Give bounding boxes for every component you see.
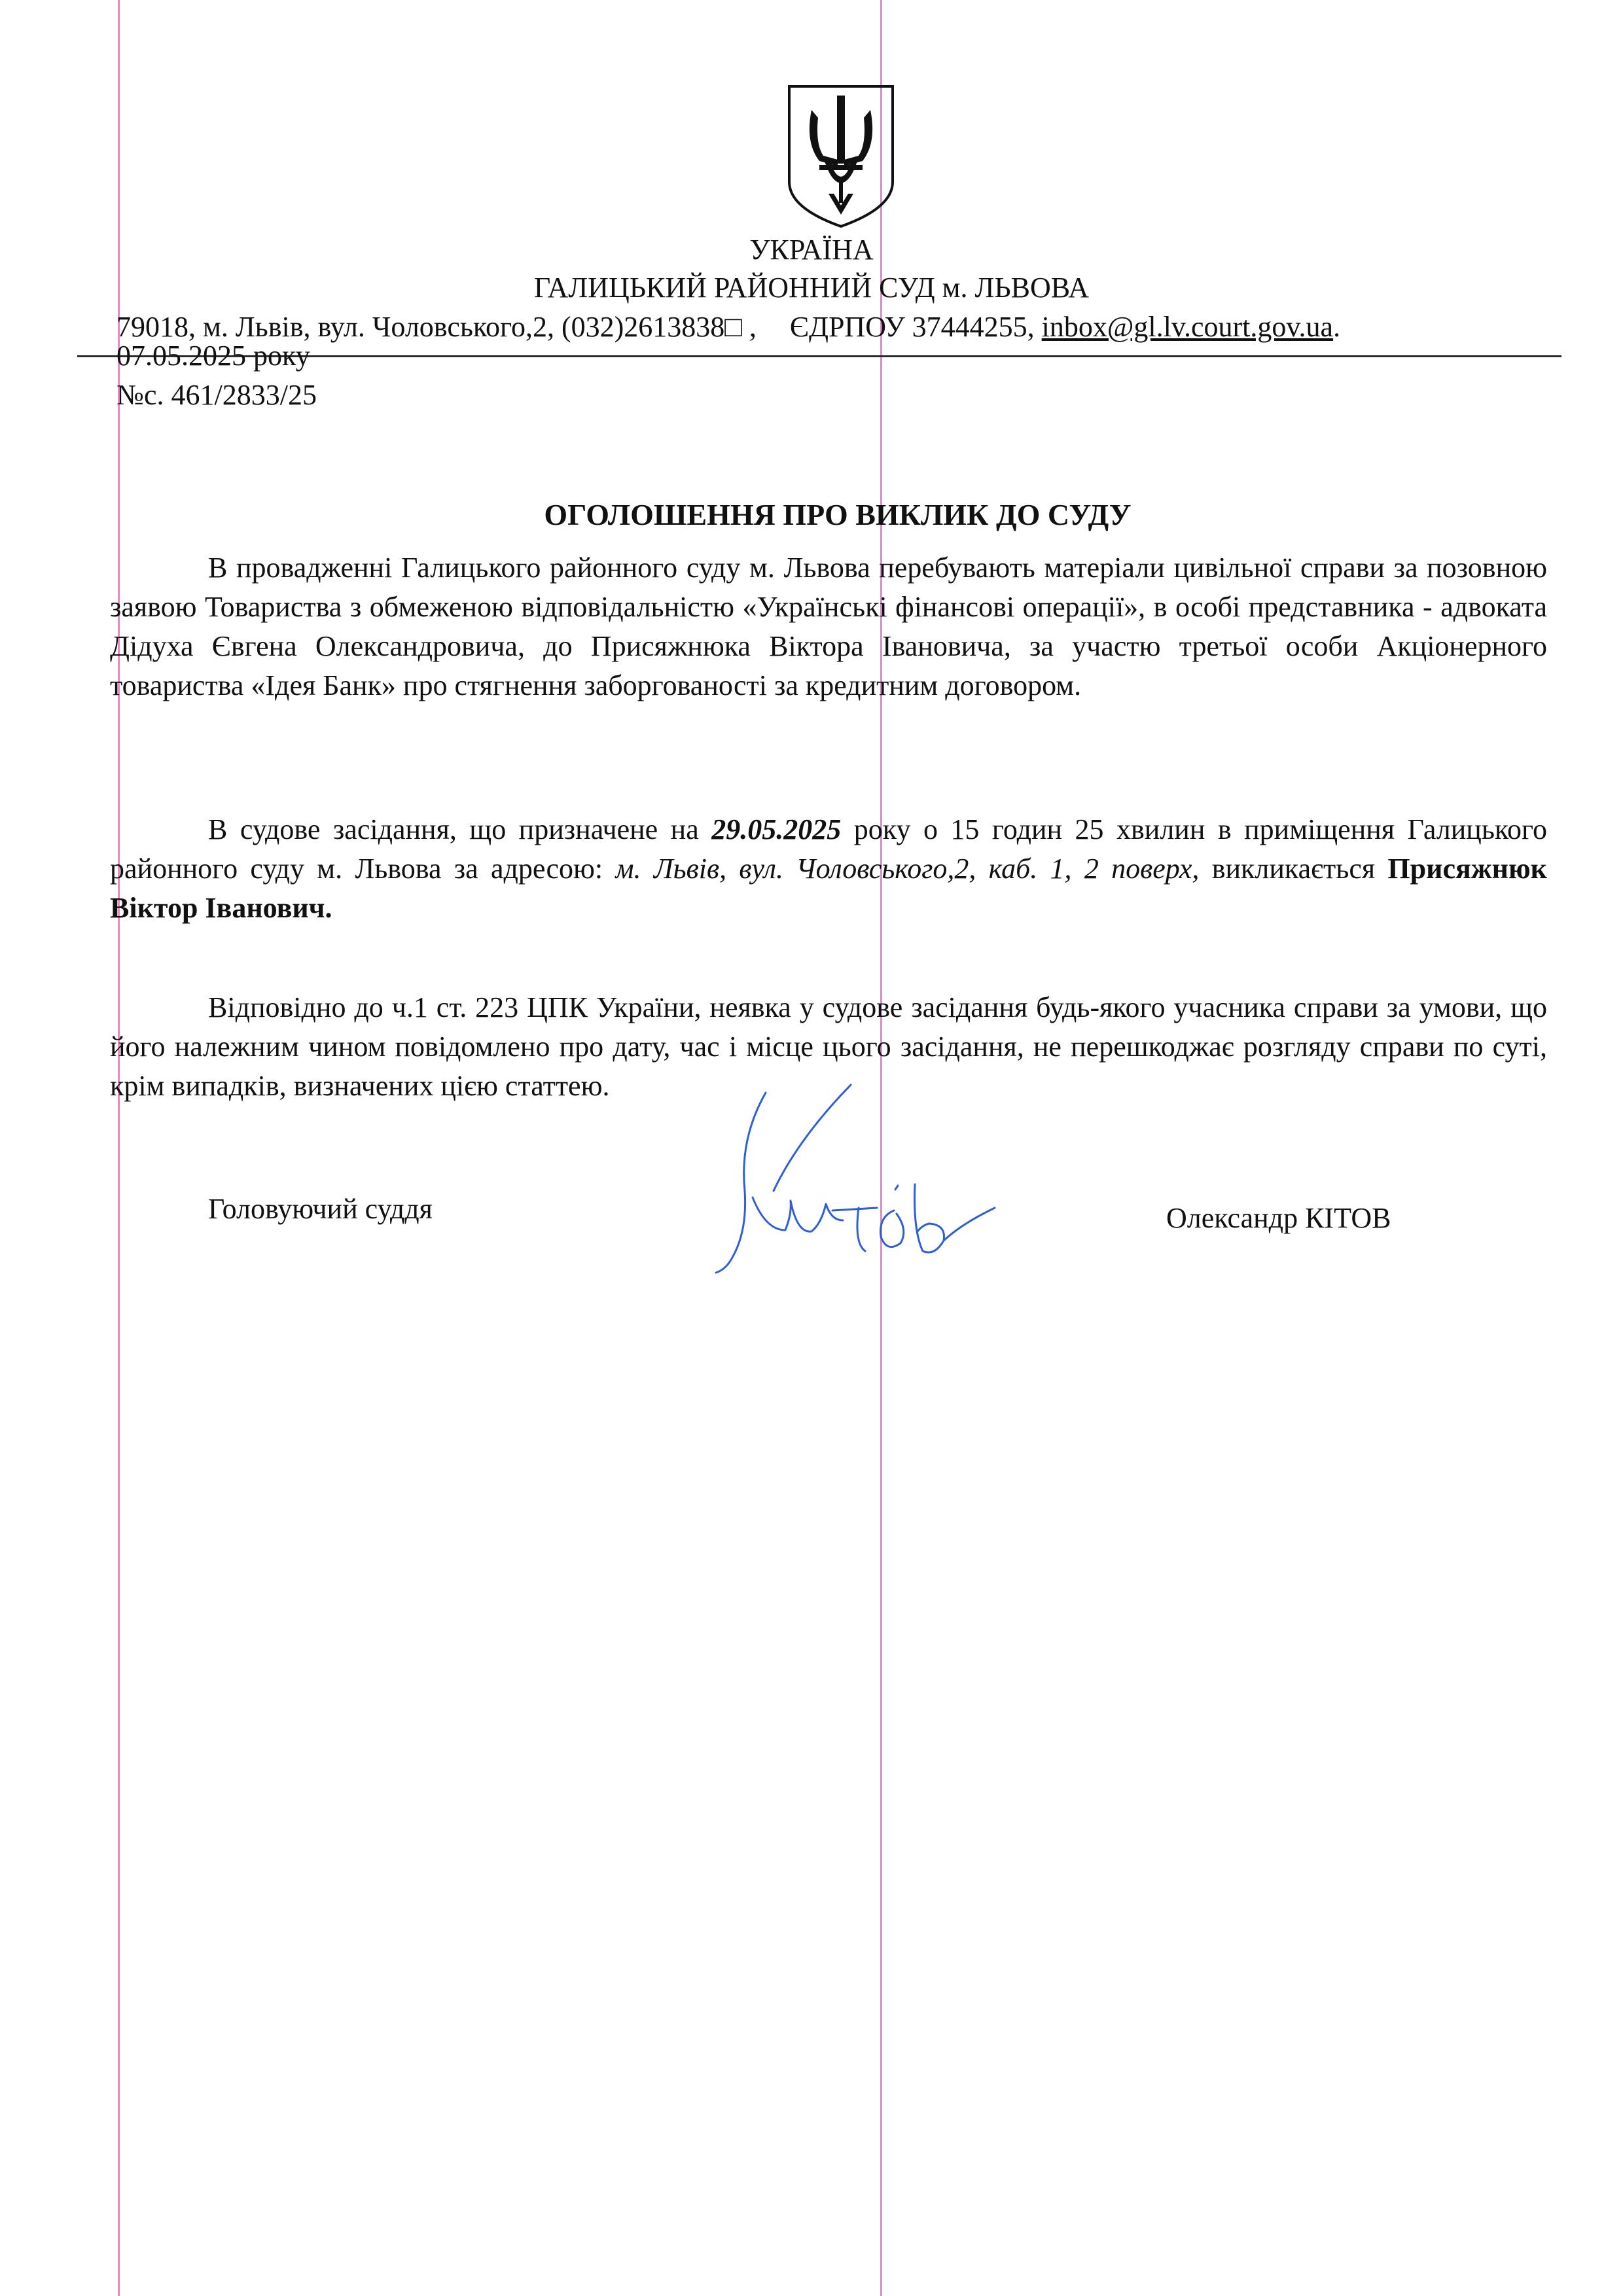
judge-name: Олександр КІТОВ: [1166, 1202, 1391, 1234]
summoned-person: Присяжнюк Віктор Іванович.: [110, 853, 1548, 924]
paragraph-legal-note: Відповідно до ч.1 ст. 223 ЦПК України, неявка у судове засідання будь-якого учасника справи за умови, що його належним чином повідомлено про дату, час і місце цього засідання, не перешкоджає розгляду справи по суті, крім випадків, визначених цією статтею.: [110, 991, 1547, 1102]
hearing-text-part3: викликається: [1199, 853, 1388, 885]
hearing-address: м. Львів, вул. Чоловського,2, каб. 1, 2 поверх,: [615, 853, 1200, 885]
court-contacts: [116, 310, 1524, 344]
court-name: ГАЛИЦЬКИЙ РАЙОННИЙ СУД м. ЛЬВОВА: [533, 272, 1090, 304]
paragraph-hearing-summons: [110, 810, 1547, 928]
document-date: 07.05.2025 року: [116, 340, 310, 372]
court-edrpou: ЄДРПОУ 37444255,: [789, 311, 1035, 343]
paragraph-case-description: В провадженні Галицького районного суду м. Львова перебувають матеріали цивільної справи за позовною заявою Товариства з обмеженою відповідальністю «Українські фінансові операції», в особі представника - адвоката Дідуха Євгена Олександровича, до Присяжнюка Віктора Івановича, за участю третьої особи Акціонерного товариства «Ідея Банк» про стягнення заборгованості за кредитним договором.: [110, 552, 1547, 701]
hearing-date: 29.05.2025: [711, 813, 842, 845]
trident-coat-of-arms-icon: [785, 84, 897, 229]
document-title: ОГОЛОШЕННЯ ПРО ВИКЛИК ДО СУДУ: [544, 498, 1132, 531]
court-email-link[interactable]: inbox@gl.lv.court.gov.ua: [1041, 311, 1334, 343]
hearing-text-part2: року о 15 годин 25 хвилин в приміщення Галицького районного суду м. Львова за адресою:: [110, 813, 1547, 885]
court-address: 79018, м. Львів, вул. Чоловського,2, (032)2613838□ ,: [116, 311, 757, 343]
email-trailing-period: .: [1333, 311, 1341, 343]
hearing-text-part1: В судове засідання, що призначене на: [208, 813, 712, 845]
country-name: УКРАЇНА: [749, 234, 874, 266]
judge-role: Головуючий суддя: [208, 1193, 433, 1225]
handwritten-signature: [687, 1080, 1027, 1282]
case-number: №с. 461/2833/25: [116, 379, 317, 411]
